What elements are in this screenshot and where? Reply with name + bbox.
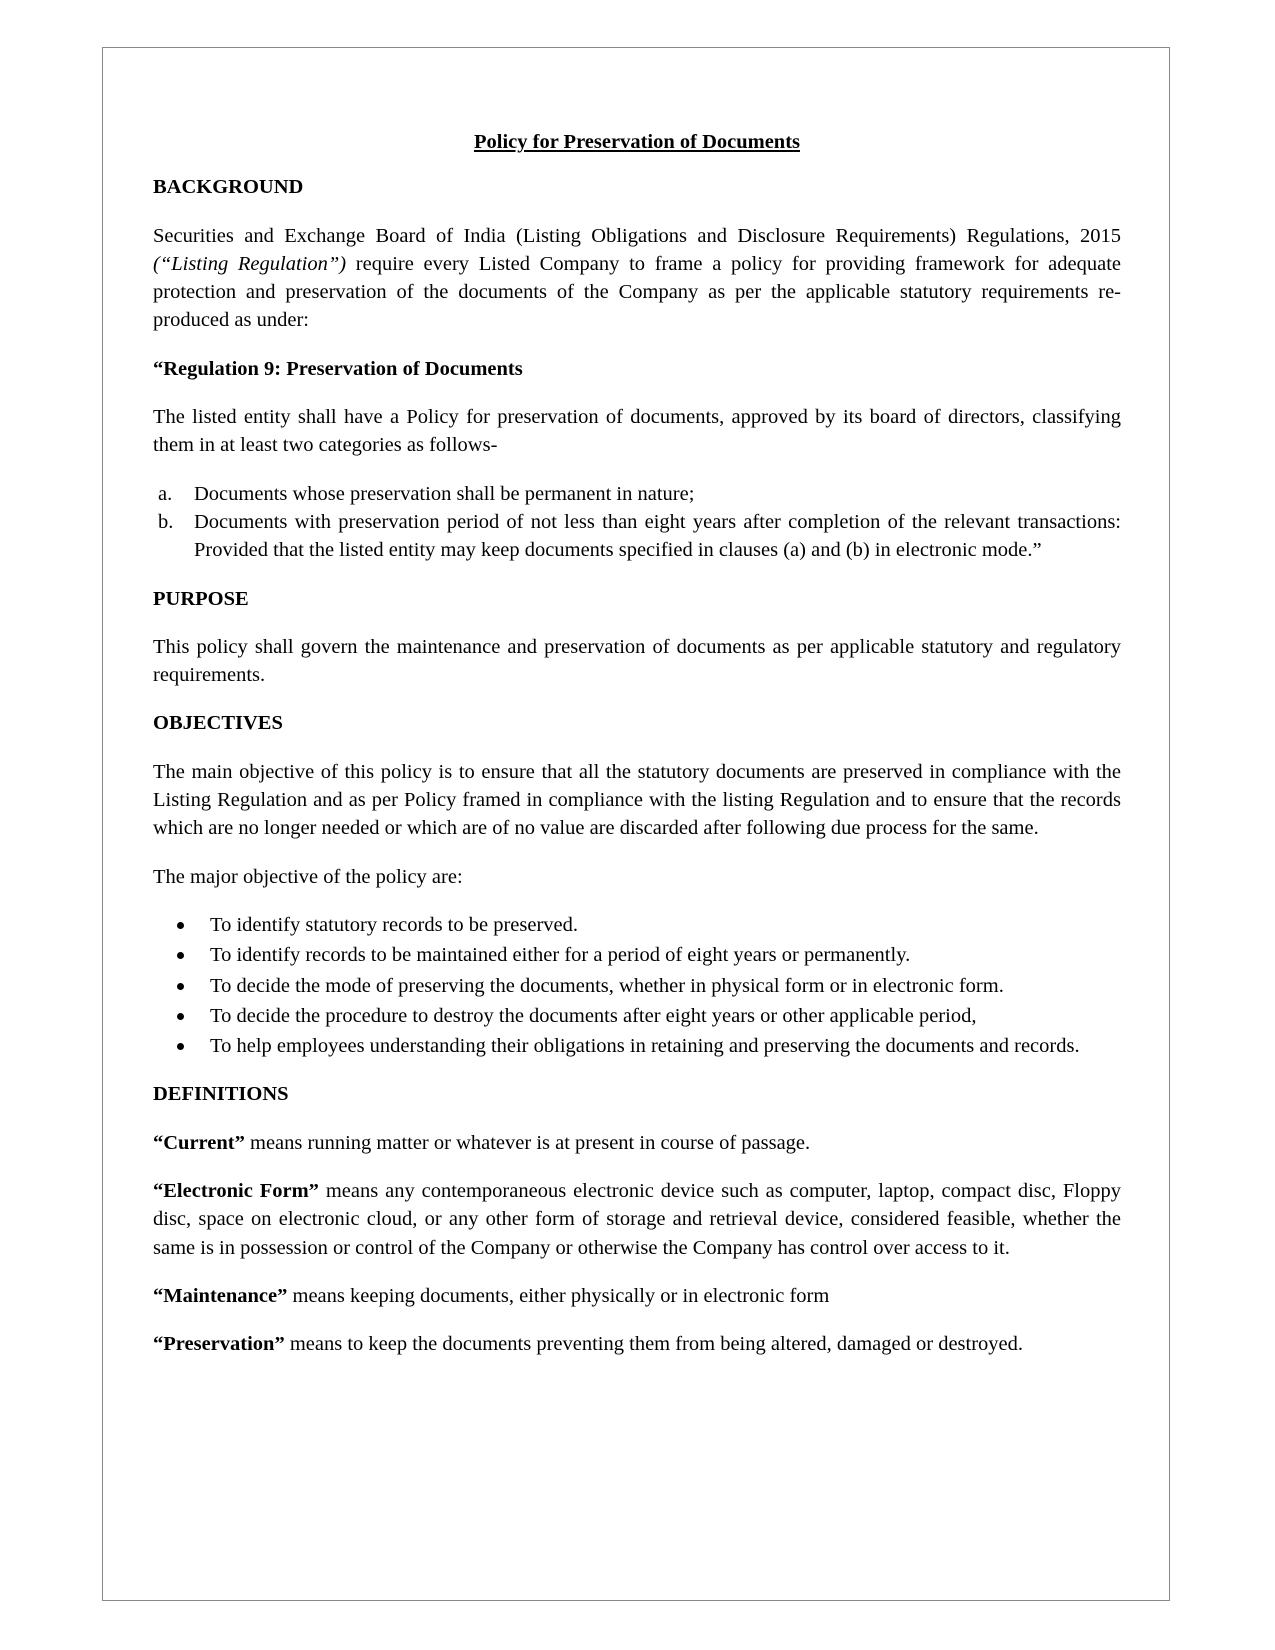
- regulation-list: [153, 480, 1121, 565]
- definition-text: means running matter or whatever is at present in course of passage.: [244, 1131, 811, 1154]
- list-item-text: To help employees understanding their obligations in retaining and preserving the documents and records.: [210, 1035, 1080, 1058]
- definition-term: “Preservation”: [153, 1333, 285, 1356]
- list-marker: a.: [158, 482, 173, 505]
- list-item-text: To identify statutory records to be preserved.: [210, 913, 579, 936]
- bullet-icon: [177, 1043, 184, 1050]
- objectives-intro: The major objective of the policy are:: [153, 865, 463, 888]
- list-item: [153, 941, 1121, 969]
- list-item: [153, 508, 1121, 565]
- document-title: Policy for Preservation of Documents: [473, 131, 801, 153]
- regulation-heading: “Regulation 9: Preservation of Documents: [153, 357, 523, 380]
- list-item: [153, 972, 1121, 1000]
- definition-item: [153, 1330, 1121, 1358]
- bullet-icon: [177, 952, 184, 959]
- list-item-text: To identify records to be maintained either for a period of eight years or permanently.: [210, 944, 911, 967]
- list-item: [153, 480, 1121, 508]
- list-marker: b.: [158, 510, 174, 533]
- definition-term: “Current”: [153, 1131, 245, 1154]
- document-body: [153, 128, 1121, 1379]
- definitions-heading: DEFINITIONS: [153, 1083, 289, 1106]
- objectives-paragraph: The main objective of this policy is to ensure that all the statutory documents are preserved in compliance with the Listing Regulation and as per Policy framed in compliance with the listing Regulation and to ensure that the records which are no longer needed or which are of no value are discarded after following due process for the same.: [153, 760, 1121, 840]
- list-item-text: To decide the mode of preserving the documents, whether in physical form or in electronic form.: [210, 974, 1004, 997]
- purpose-paragraph: This policy shall govern the maintenance and preservation of documents as per applicable statutory and regulatory requirements.: [153, 635, 1121, 687]
- list-item-text: To decide the procedure to destroy the documents after eight years or other applicable period,: [210, 1004, 977, 1027]
- list-item-text: Documents with preservation period of not less than eight years after completion of the relevant transactions: Provided that the listed entity may keep documents specified in clauses (a) and (b) in electronic mode.”: [194, 510, 1121, 562]
- background-text-2: require every Listed Company to frame a policy for providing framework for adequate protection and preservation of the documents of the Company as per the applicable statutory requirements re-produced as under:: [153, 252, 1121, 332]
- bullet-icon: [177, 983, 184, 990]
- background-text-italic: (“Listing Regulation”): [153, 252, 347, 275]
- background-heading: BACKGROUND: [153, 176, 304, 199]
- objectives-list: [153, 911, 1121, 1060]
- regulation-paragraph: The listed entity shall have a Policy for preservation of documents, approved by its board of directors, classifying them in at least two categories as follows-: [153, 406, 1121, 457]
- definition-item: [153, 1282, 1121, 1310]
- bullet-icon: [177, 1013, 184, 1020]
- definition-text: means to keep the documents preventing them from being altered, damaged or destroyed.: [284, 1333, 1024, 1356]
- background-paragraph: [153, 222, 1121, 335]
- objectives-heading: OBJECTIVES: [153, 712, 283, 735]
- definition-term: “Maintenance”: [153, 1284, 288, 1307]
- background-text-1: Securities and Exchange Board of India (Listing Obligations and Disclosure Requirements) Regulations, 2015: [153, 224, 1121, 247]
- definition-text: means any contemporaneous electronic device such as computer, laptop, compact disc, Floppy disc, space on electronic cloud, or any other form of storage and retrieval device, considered feasible, whether the same is in possession or control of the Company or otherwise the Company has control over access to it.: [153, 1180, 1121, 1259]
- list-item-text: Documents whose preservation shall be permanent in nature;: [194, 482, 695, 505]
- bullet-icon: [177, 922, 184, 929]
- list-item: [153, 1032, 1121, 1060]
- purpose-heading: PURPOSE: [153, 587, 249, 610]
- definition-item: [153, 1129, 1121, 1157]
- definition-text: means keeping documents, either physically or in electronic form: [287, 1284, 830, 1307]
- list-item: [153, 911, 1121, 939]
- definition-item: [153, 1177, 1121, 1262]
- list-item: [153, 1002, 1121, 1030]
- definition-term: “Electronic Form”: [153, 1180, 319, 1203]
